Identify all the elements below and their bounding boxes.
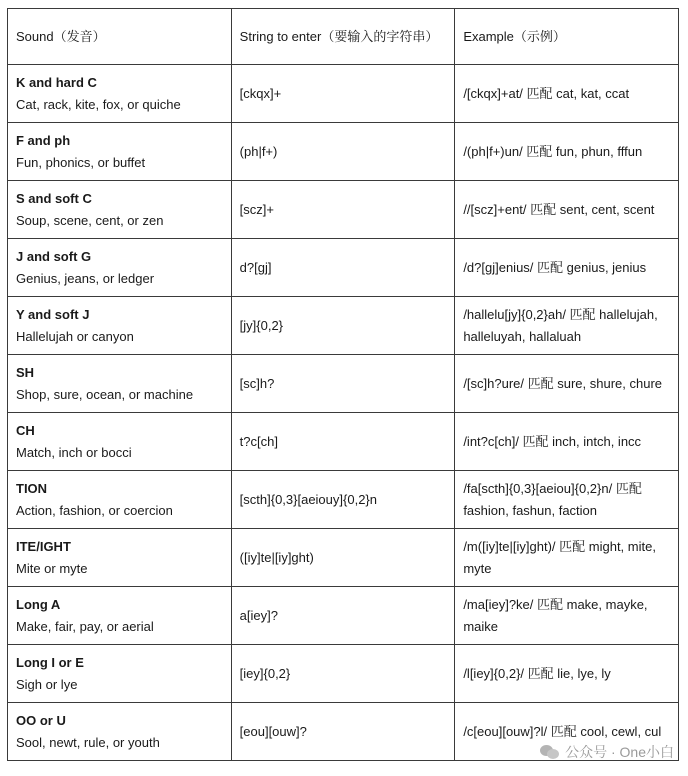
sound-name: OO or U <box>16 712 66 728</box>
example-cell: /ma[iey]?ke/ 匹配 make, mayke, maike <box>455 587 679 645</box>
sound-name: K and hard C <box>16 74 97 90</box>
sound-examples: Action, fashion, or coercion <box>16 502 173 518</box>
sound-examples: Sigh or lye <box>16 676 78 692</box>
sound-examples: Match, inch or bocci <box>16 444 132 460</box>
example-cell: /hallelu[jy]{0,2}ah/ 匹配 hallelujah, halleluyah, hallaluah <box>455 297 679 355</box>
sound-name: Y and soft J <box>16 306 90 322</box>
pattern-cell: [iey]{0,2} <box>231 645 455 703</box>
sound-name: ITE/IGHT <box>16 538 71 554</box>
example-cell: /l[iey]{0,2}/ 匹配 lie, lye, ly <box>455 645 679 703</box>
header-example: Example（示例） <box>455 9 679 65</box>
table-row <box>8 471 679 529</box>
pattern-cell: (ph|f+) <box>231 123 455 181</box>
table-row <box>8 123 679 181</box>
watermark-text: 公众号 · One小白 <box>565 744 674 760</box>
wechat-icon <box>540 744 560 760</box>
pattern-cell: [sc]h? <box>231 355 455 413</box>
sound-examples: Genius, jeans, or ledger <box>16 270 155 286</box>
sound-name: CH <box>16 422 35 438</box>
pattern-cell: t?c[ch] <box>231 413 455 471</box>
pattern-cell: ([iy]te|[iy]ght) <box>231 529 455 587</box>
sound-cell <box>8 65 232 123</box>
sound-examples: Hallelujah or canyon <box>16 328 134 344</box>
table-row <box>8 587 679 645</box>
table-row <box>8 181 679 239</box>
pattern-cell: [eou][ouw]? <box>231 703 455 761</box>
example-cell: /(ph|f+)un/ 匹配 fun, phun, fffun <box>455 123 679 181</box>
table-row <box>8 355 679 413</box>
pattern-cell: [scz]+ <box>231 181 455 239</box>
sound-examples: Soup, scene, cent, or zen <box>16 212 164 228</box>
example-cell: /c[eou][ouw]?l/ 匹配 cool, cewl, cul <box>455 703 679 761</box>
sound-name: S and soft C <box>16 190 92 206</box>
example-cell: /int?c[ch]/ 匹配 inch, intch, incc <box>455 413 679 471</box>
example-cell: /d?[gj]enius/ 匹配 genius, jenius <box>455 239 679 297</box>
pattern-cell: d?[gj] <box>231 239 455 297</box>
sound-cell <box>8 297 232 355</box>
sound-name: SH <box>16 364 35 380</box>
header-string: String to enter（要输入的字符串） <box>231 9 455 65</box>
sound-cell <box>8 529 232 587</box>
sound-cell <box>8 181 232 239</box>
table-row <box>8 239 679 297</box>
example-cell: /[ckqx]+at/ 匹配 cat, kat, ccat <box>455 65 679 123</box>
example-cell: /fa[scth]{0,3}[aeiou]{0,2}n/ 匹配 fashion, fashun, faction <box>455 471 679 529</box>
sound-name: Long A <box>16 596 61 612</box>
table-row <box>8 645 679 703</box>
sound-examples: Shop, sure, ocean, or machine <box>16 386 194 402</box>
pattern-cell: [jy]{0,2} <box>231 297 455 355</box>
sound-name: Long I or E <box>16 654 84 670</box>
pattern-cell: [scth]{0,3}[aeiouy]{0,2}n <box>231 471 455 529</box>
sound-name: J and soft G <box>16 248 92 264</box>
table-header-row <box>8 9 679 65</box>
sound-cell <box>8 471 232 529</box>
sound-cell <box>8 355 232 413</box>
sound-cell <box>8 123 232 181</box>
sound-examples: Make, fair, pay, or aerial <box>16 618 154 634</box>
sound-examples: Cat, rack, kite, fox, or quiche <box>16 96 181 112</box>
sound-cell <box>8 645 232 703</box>
example-cell: //[scz]+ent/ 匹配 sent, cent, scent <box>455 181 679 239</box>
sound-examples: Sool, newt, rule, or youth <box>16 734 160 750</box>
example-cell: /[sc]h?ure/ 匹配 sure, shure, chure <box>455 355 679 413</box>
sound-cell <box>8 703 232 761</box>
sound-name: F and ph <box>16 132 71 148</box>
table-row <box>8 413 679 471</box>
pattern-cell: a[iey]? <box>231 587 455 645</box>
sound-examples: Mite or myte <box>16 560 88 576</box>
header-sound: Sound（发音） <box>8 9 232 65</box>
pattern-cell: [ckqx]+ <box>231 65 455 123</box>
example-cell: /m([iy]te|[iy]ght)/ 匹配 might, mite, myte <box>455 529 679 587</box>
table-row <box>8 65 679 123</box>
watermark <box>540 742 674 762</box>
sound-name: TION <box>16 480 48 496</box>
sound-examples: Fun, phonics, or buffet <box>16 154 146 170</box>
sound-cell <box>8 239 232 297</box>
table-row <box>8 529 679 587</box>
table-row <box>8 297 679 355</box>
regex-phonetics-table <box>7 8 679 761</box>
sound-cell <box>8 413 232 471</box>
sound-cell <box>8 587 232 645</box>
